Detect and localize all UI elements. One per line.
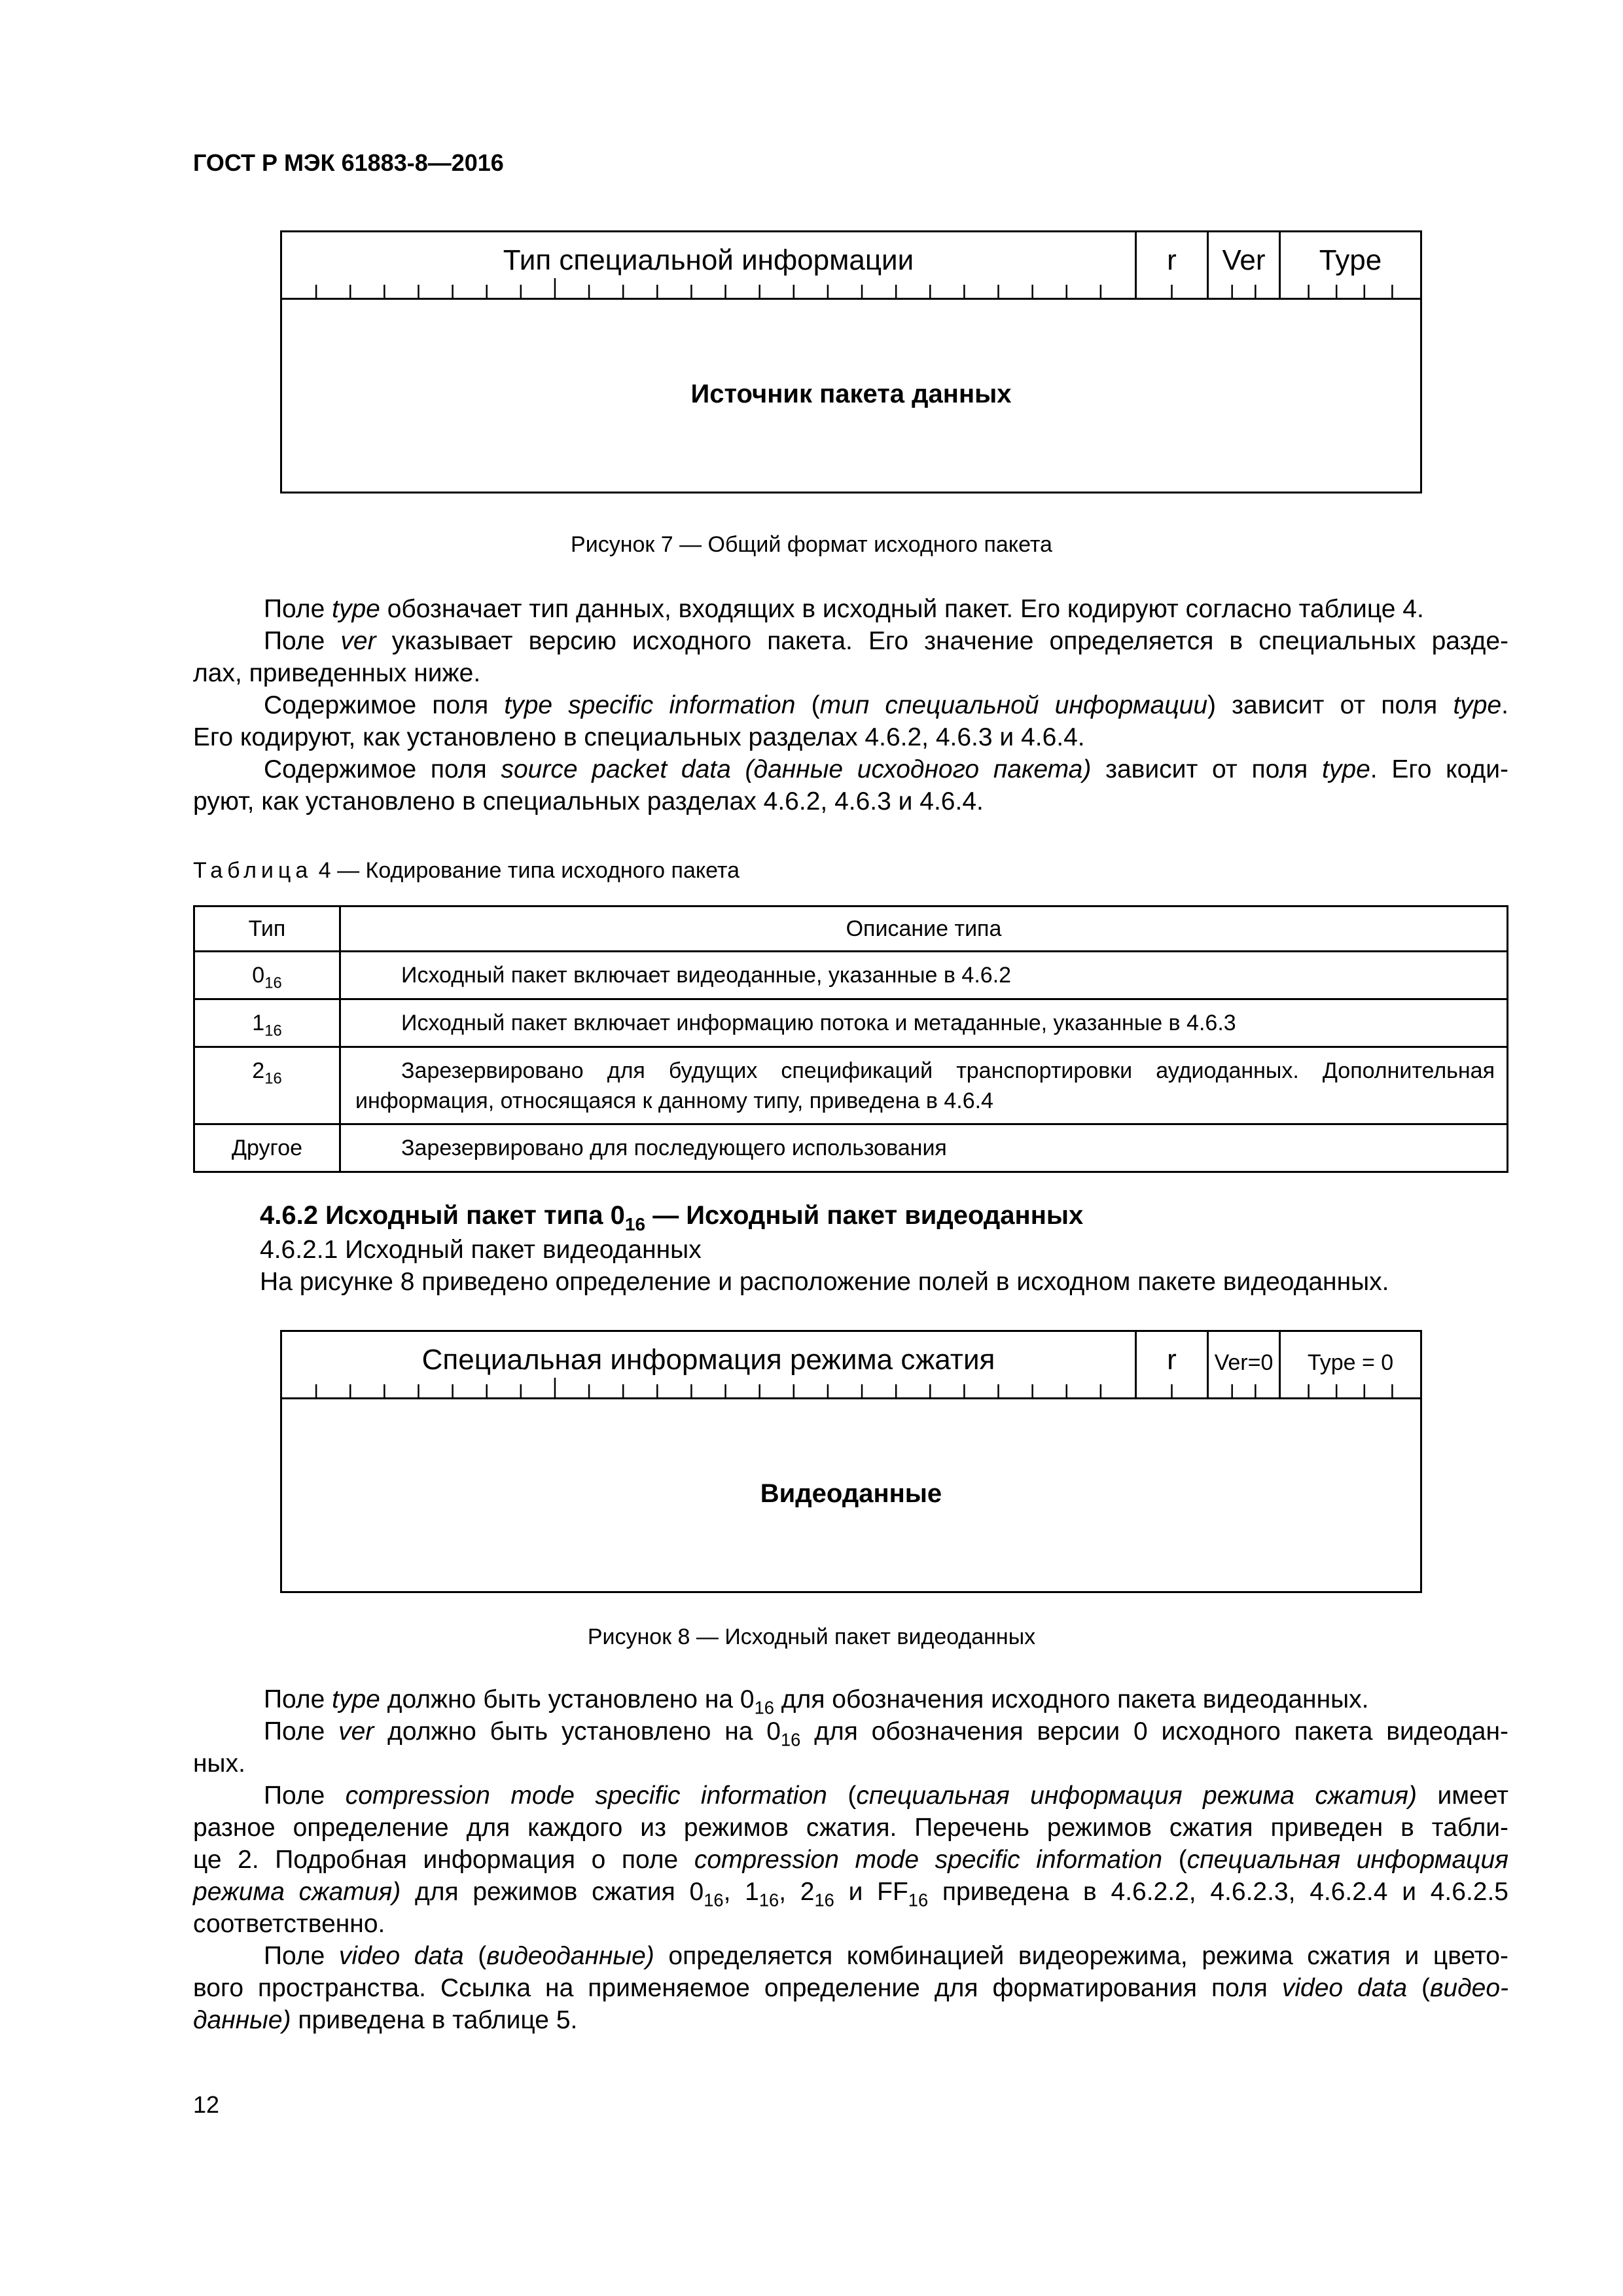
field-label: Ver (1222, 244, 1266, 276)
bit-ticks (1281, 278, 1420, 298)
cell-description: Зарезервировано для последующего использования (340, 1124, 1508, 1172)
header-type: Тип (194, 906, 340, 952)
paragraph-video-data: Поле video data (видеоданные) определяется комбинацией видеорежима, режима сжатия и цвето- вого пространства. Ссылка на применяемое определение для форматирования поля video data (видео- данные) приведена в таблице 5. (193, 1942, 1509, 2034)
field-label: Type = 0 (1307, 1350, 1394, 1375)
figure-8-caption: Рисунок 8 — Исходный пакет видеоданных (587, 1624, 1036, 1649)
cell-description: Исходный пакет включает видеоданные, указанные в 4.6.2 (340, 952, 1508, 999)
field-ver (1207, 1332, 1279, 1397)
field-compression-mode-info (282, 1332, 1135, 1397)
figure-8-packet-diagram (280, 1330, 1422, 1593)
bit-ticks (282, 1378, 1135, 1397)
bit-ticks (1209, 278, 1279, 298)
field-type (1279, 232, 1420, 298)
page-number: 12 (193, 2091, 220, 2118)
table-row (194, 1047, 1508, 1124)
table-header-row (194, 906, 1508, 952)
document-header: ГОСТ Р МЭК 61883-8—2016 (193, 149, 504, 176)
bit-ticks (282, 278, 1135, 298)
bit-ticks (1137, 278, 1207, 298)
paragraph-ver-set: Поле ver должно быть установлено на $0_{16}$ для обозначения версии 0 исходного пакета видеодан- ных. (193, 1717, 1508, 1778)
field-type-specific-info (282, 232, 1135, 298)
field-label: r (1167, 244, 1177, 276)
packet-header-row (282, 1332, 1420, 1399)
packet-body-label: Видеоданные (760, 1479, 942, 1508)
field-ver (1207, 232, 1279, 298)
cell-type: $0_{16}$ (194, 952, 340, 999)
figure-7-caption: Рисунок 7 — Общий формат исходного пакета (571, 532, 1052, 557)
field-label: Специальная информация режима сжатия (421, 1344, 995, 1376)
field-type (1279, 1332, 1420, 1397)
figure-7-packet-diagram (280, 230, 1422, 493)
header-description: Описание типа (340, 906, 1508, 952)
field-label: Тип специальной информации (503, 244, 914, 276)
packet-body (282, 1397, 1420, 1591)
field-r (1135, 1332, 1207, 1397)
packet-body (282, 298, 1420, 492)
packet-header-row (282, 232, 1420, 300)
table-4-source-packet-types (193, 905, 1508, 1173)
intro-figure-8: На рисунке 8 приведено определение и расположение полей в исходном пакете видеоданных. (260, 1268, 1389, 1296)
cell-description: Зарезервировано для будущих спецификаций транспортировки аудиоданных. Дополнительная информация, относящаяся к данному типу, приведена в 4.6.4 (340, 1047, 1508, 1124)
paragraph-compression-mode: Поле compression mode specific information (специальная информация режима сжатия) имеет разное определение для каждого из режимов сжатия. Перечень режимов сжатия приведен в табли- це 2. Подробная информация о поле compression mode specific information (специальная информация режима сжатия) для режимов сжатия $0_{16}$, $1_{16}$, $2_{16}$ и $FF_{16}$ приведена в 4.6.2.2, 4.6.2.3, 4.6.2.4 и 4.6.2.5 соответственно. (193, 1782, 1508, 1938)
paragraph-ver-field: Поле ver указывает версию исходного пакета. Его значение определяется в специальных разде- лах, приведенных ниже. (193, 627, 1508, 687)
paragraph-type-specific-info: Содержимое поля type specific information (тип специальной информации) зависит от поля type. Его кодируют, как установлено в специальных разделах 4.6.2, 4.6.3 и 4.6.4. (193, 691, 1508, 751)
bit-ticks (1209, 1378, 1279, 1397)
field-label: Type (1319, 244, 1382, 276)
cell-description: Исходный пакет включает информацию потока и метаданные, указанные в 4.6.3 (340, 999, 1508, 1047)
field-label: r (1167, 1344, 1177, 1376)
packet-body-label: Источник пакета данных (690, 380, 1012, 408)
section-title-4-6-2: 4.6.2 Исходный пакет типа $0_{16}$ — Исходный пакет видеоданных (260, 1201, 1084, 1234)
subsection-title-4-6-2-1: 4.6.2.1 Исходный пакет видеоданных (260, 1236, 702, 1264)
table-4-caption: Таблица 4 — Кодирование типа исходного пакета (193, 858, 740, 883)
bit-ticks (1281, 1378, 1420, 1397)
cell-type: $2_{16}$ (194, 1047, 340, 1124)
cell-type: Другое (194, 1124, 340, 1172)
table-row (194, 952, 1508, 999)
paragraph-type-field: Поле type обозначает тип данных, входящих в исходный пакет. Его кодируют согласно таблице 4. (264, 595, 1424, 623)
paragraph-type-set: Поле type должно быть установлено на $0_{16}$ для обозначения исходного пакета видеоданных. (264, 1685, 1369, 1718)
paragraph-source-packet-data: Содержимое поля source packet data (данные исходного пакета) зависит от поля type. Его коди- руют, как установлено в специальных разделах 4.6.2, 4.6.3 и 4.6.4. (193, 755, 1508, 816)
table-row (194, 1124, 1508, 1172)
field-r (1135, 232, 1207, 298)
table-row (194, 999, 1508, 1047)
cell-type: $1_{16}$ (194, 999, 340, 1047)
field-label: Ver=0 (1214, 1350, 1274, 1375)
bit-ticks (1137, 1378, 1207, 1397)
